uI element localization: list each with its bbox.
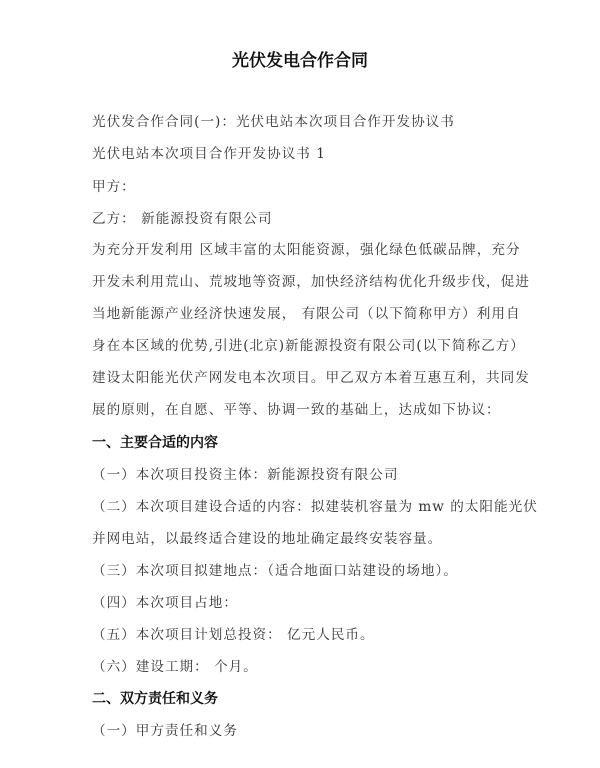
section-1-item-4: （四）本次项目占地： <box>92 595 238 611</box>
preamble-line-4: 身在本区域的优势,引进(北京)新能源投资有限公司(以下简称乙方） <box>92 338 525 354</box>
preamble-line-1: 为充分开发利用 区域丰富的太阳能资源，强化绿色低碳品牌，充分 <box>92 242 521 258</box>
section-1-item-6: （六）建设工期： 个月。 <box>92 659 258 675</box>
section-1-item-1: （一）本次项目投资主体：新能源投资有限公司 <box>92 467 399 483</box>
preamble-line-5: 建设太阳能光伏产网发电本次项目。甲乙双方本着互惠互利，共同发 <box>92 370 530 386</box>
preamble-line-3: 当地新能源产业经济快速发展， 有限公司（以下简称甲方）利用自 <box>92 306 521 322</box>
intro-line-1: 光伏发合作合同(一)：光伏电站本次项目合作开发协议书 <box>92 114 455 130</box>
party-b-line: 乙方： 新能源投资有限公司 <box>92 211 273 227</box>
section-1-heading: 一、主要合适的内容 <box>92 435 218 451</box>
party-a-line: 甲方： <box>92 179 136 195</box>
preamble-line-6: 展的原则，在自愿、平等、协调一致的基础上，达成如下协议： <box>92 402 501 418</box>
section-1-item-2-cont: 并网电站，以最终适合建设的地址确定最终安装容量。 <box>92 531 443 547</box>
section-2-item-1: （一）甲方责任和义务 <box>92 723 238 739</box>
preamble-line-2: 开发未利用荒山、荒坡地等资源，加快经济结构优化升级步伐，促进 <box>92 274 530 290</box>
section-1-item-2: （二）本次项目建设合适的内容：拟建装机容量为 mw 的太阳能光伏 <box>92 499 538 515</box>
section-2-heading: 二、双方责任和义务 <box>92 691 218 707</box>
intro-line-2: 光伏电站本次项目合作开发协议书 1 <box>92 146 326 162</box>
document-title: 光伏发电合作合同 <box>232 51 368 71</box>
section-1-item-3: （三）本次项目拟建地点：（适合地面口站建设的场地）。 <box>92 563 458 579</box>
section-1-item-5: （五）本次项目计划总投资： 亿元人民币。 <box>92 627 375 643</box>
